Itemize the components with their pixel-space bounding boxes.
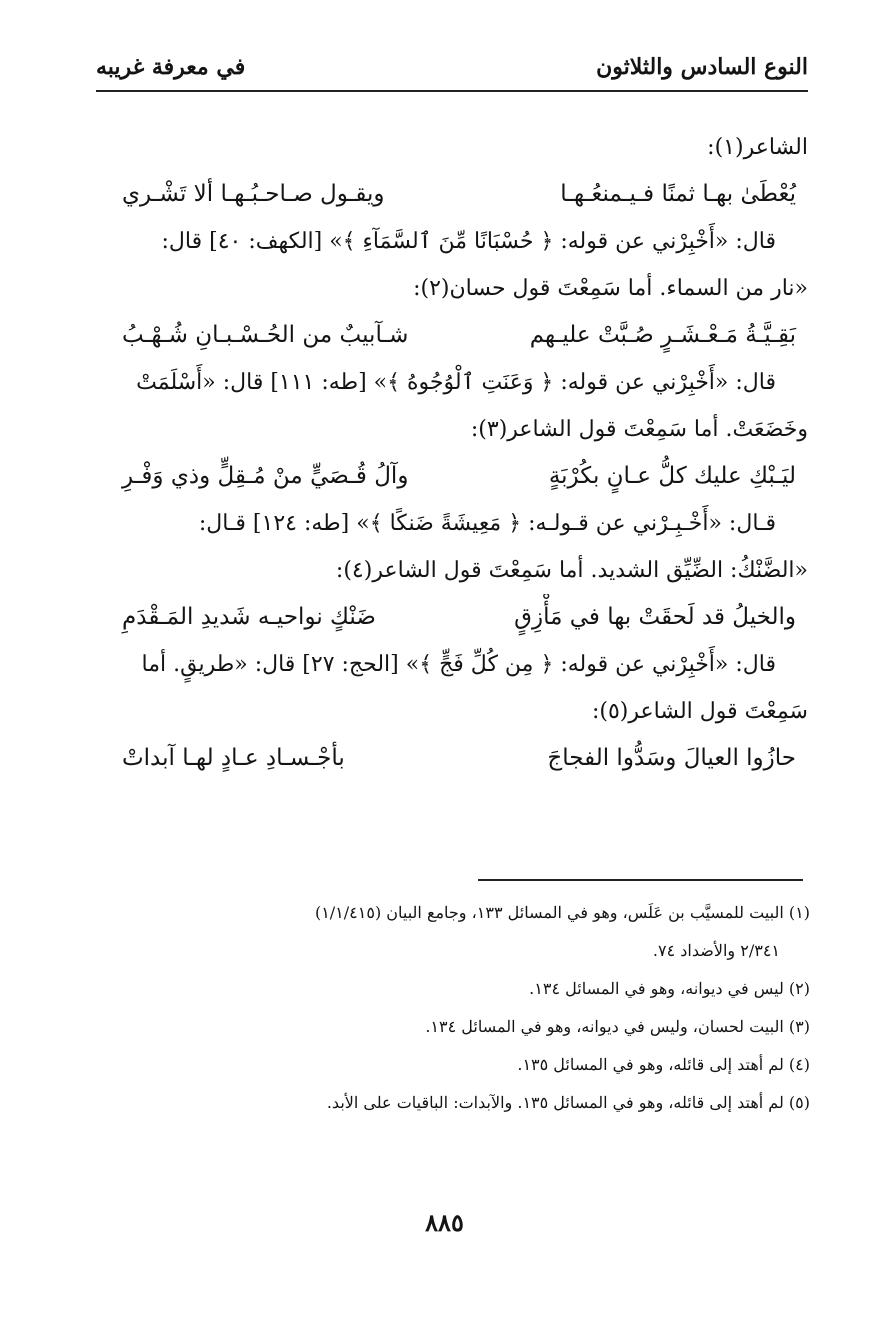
verse-second-hemistich: شـآبيبٌ من الحُـسْـبـانِ شُـهْـبُ [122, 322, 409, 348]
verse-line [110, 312, 808, 359]
footnote-5: (٥) لم أهتد إلى قائله، وهو في المسائل ١٣٥. والآبدات: الباقيات على الأبد. [326, 1093, 810, 1112]
footnote-3: (٣) البيت لحسان، وليس في ديوانه، وهو في المسائل ١٣٤. [425, 1017, 810, 1036]
footnote-1-continuation: ٢/٣٤١ والأضداد ٧٤. [652, 941, 780, 960]
verse-second-hemistich: وآلُ قُـصَيٍّ منْ مُـقِلٍّ وذي وَفْـرِ [122, 463, 409, 489]
verse-first-hemistich: والخيلُ قد لَحقَتْ بها في مَأْزِقٍ [514, 604, 796, 630]
footnotes [110, 894, 810, 1122]
text-line: قال: «أَخْبِرْني عن قوله: ﴿ مِن كُلِّ فَجٍّ ﴾» [الحج: ٢٧] قال: «طريقٍ. أما [141, 652, 776, 677]
text-line: وخَضَعَتْ. أما سَمِعْتَ قول الشاعر(٣): [470, 417, 808, 442]
verse-first-hemistich: يُعْطَىٰ بهـا ثمنًا فـيـمنعُـهـا [560, 181, 796, 207]
footnote-rule [478, 879, 803, 881]
page-header [96, 48, 808, 88]
footnote-2: (٢) ليس في ديوانه، وهو في المسائل ١٣٤. [529, 979, 810, 998]
verse-first-hemistich: ليَـبْكِ عليك كلُّ عـانٍ بكُرْبَةٍ [548, 463, 796, 489]
footnote-1: (١) البيت للمسيَّب بن عَلَس، وهو في المسائل ١٣٣، وجامع البيان (١/١/٤١٥) [314, 903, 810, 922]
text-line: قـال: «أَخْـبِـرْني عن قـولـه: ﴿ مَعِيشَةً ضَنكًا ﴾» [طه: ١٢٤] قـال: [198, 511, 776, 536]
verse-line [110, 594, 808, 641]
verse-line [110, 735, 808, 782]
main-text [110, 124, 808, 782]
header-rule [96, 90, 808, 92]
footnote-4: (٤) لم أهتد إلى قائله، وهو في المسائل ١٣٥. [517, 1055, 810, 1074]
text-line: قال: «أَخْبِرْني عن قوله: ﴿ وَعَنَتِ ٱلْوُجُوهُ ﴾» [طه: ١١١] قال: «أَسْلَمَتْ [136, 370, 776, 395]
text-line: قال: «أَخْبِرْني عن قوله: ﴿ حُسْبَانًا مِّنَ ٱلسَّمَآءِ ﴾» [الكهف: ٤٠] قال: [161, 229, 776, 254]
text-line: سَمِعْتَ قول الشاعر(٥): [591, 699, 808, 724]
verse-second-hemistich: بأجْـسـادِ عـادٍ لهـا آبداتْ [122, 745, 345, 771]
verse-line [110, 171, 808, 218]
text-line: الشاعر(١): [707, 135, 808, 160]
page-number: ٨٨٥ [425, 1208, 464, 1237]
verse-second-hemistich: ضَنْكٍ نواحيـه شَديدِ المَـقْدَمِ [122, 604, 376, 630]
verse-first-hemistich: حازُوا العيالَ وسَدُّوا الفجاجَ [547, 745, 796, 771]
verse-first-hemistich: بَقِـيَّـةُ مَـعْـشَـرٍ صُـبَّتْ عليـهم [529, 322, 796, 348]
verse-line [110, 453, 808, 500]
text-line: «الضَّنْكُ: الضِّيِّق الشديد. أما سَمِعْتَ قول الشاعر(٤): [335, 558, 808, 583]
verse-second-hemistich: ويقـول صـاحـبُـهـا ألا تَشْـري [122, 181, 385, 207]
text-line: «نار من السماء. أما سَمِعْتَ قول حسان(٢): [413, 276, 808, 301]
chapter-title: النوع السادس والثلاثون [596, 54, 808, 80]
section-title: في معرفة غريبه [96, 54, 246, 80]
